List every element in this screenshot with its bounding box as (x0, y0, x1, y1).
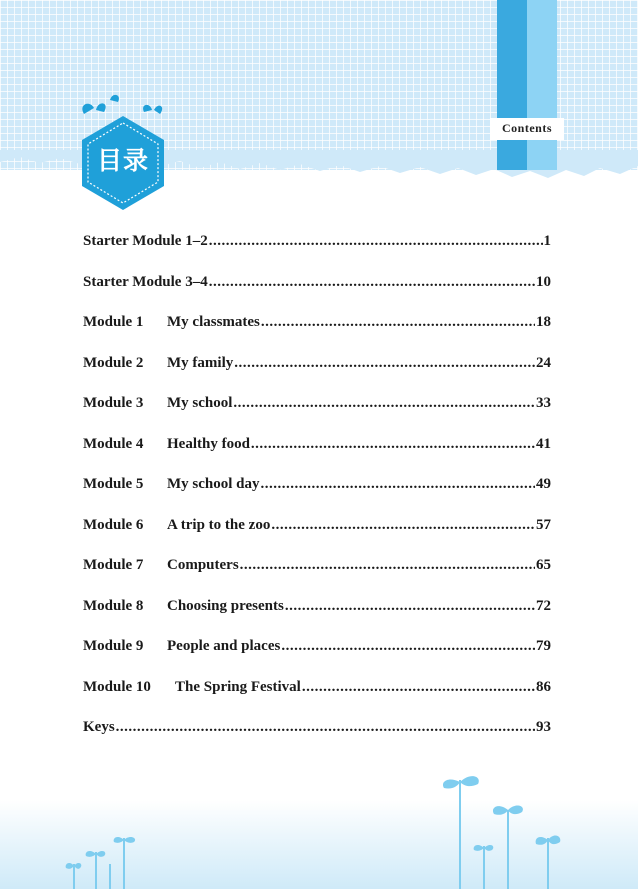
toc-page-number: 72 (536, 597, 551, 614)
toc-title: Healthy food (167, 435, 250, 452)
toc-title: The Spring Festival (175, 678, 301, 695)
toc-leader-dots (116, 719, 535, 736)
toc-title: Computers (167, 557, 239, 573)
toc-module: Module 4 (83, 435, 144, 452)
toc-page-number: 33 (536, 395, 551, 411)
toc-module: Module 10 (83, 678, 151, 695)
toc-title: My school day (167, 476, 260, 492)
toc-entry-module-4[interactable] (83, 436, 551, 477)
toc-leader-dots (233, 395, 535, 412)
toc-entry-module-9[interactable] (83, 638, 551, 679)
toc-leader-dots (234, 355, 535, 372)
toc-leader-dots (209, 274, 535, 291)
toc-page-number: 24 (536, 354, 551, 371)
toc-module: Module 2 (83, 354, 144, 371)
toc-page-number: 1 (543, 233, 551, 249)
toc-leader-dots (251, 436, 535, 453)
toc-leader-dots (281, 638, 535, 655)
toc-leader-dots (240, 557, 535, 574)
contents-label: Contents (501, 121, 552, 135)
toc-page-number: 18 (536, 314, 551, 330)
toc-entry-keys[interactable] (83, 719, 551, 760)
toc-title: Choosing presents (167, 597, 284, 614)
table-of-contents (83, 233, 551, 760)
toc-module: Module 7 (83, 557, 144, 573)
toc-title: My school (167, 395, 233, 411)
toc-heading: 目录 (96, 146, 149, 175)
toc-title: People and places (167, 638, 281, 654)
toc-module: Starter Module 1–2 (83, 233, 208, 249)
toc-page-number: 49 (536, 476, 551, 492)
toc-leader-dots (302, 679, 535, 696)
accent-stripe-light (527, 0, 557, 170)
toc-title: A trip to the zoo (167, 516, 271, 533)
toc-title: My family (167, 354, 234, 371)
toc-leader-dots (261, 476, 535, 493)
toc-page-number: 10 (536, 273, 551, 290)
toc-module: Module 6 (83, 516, 144, 533)
toc-module: Module 8 (83, 597, 144, 614)
toc-leader-dots (285, 598, 535, 615)
toc-leader-dots (209, 233, 543, 250)
toc-leader-dots (261, 314, 535, 331)
toc-page-number: 86 (536, 678, 551, 695)
toc-module: Module 9 (83, 638, 144, 654)
toc-entry-module-3[interactable] (83, 395, 551, 436)
toc-page-number: 79 (536, 638, 551, 654)
toc-page-number: 93 (536, 719, 551, 735)
toc-entry-module-2[interactable] (83, 355, 551, 396)
toc-title: My classmates (167, 314, 260, 330)
toc-page-number: 57 (536, 516, 551, 533)
toc-entry-module-10[interactable] (83, 679, 551, 720)
toc-page-number: 65 (536, 557, 551, 573)
toc-module: Module 3 (83, 395, 144, 411)
toc-entry-starter-3-4[interactable] (83, 274, 551, 315)
toc-entry-module-5[interactable] (83, 476, 551, 517)
sprouts-bottom-icon (0, 760, 638, 889)
toc-entry-module-6[interactable] (83, 517, 551, 558)
toc-page-number: 41 (536, 435, 551, 452)
toc-entry-module-7[interactable] (83, 557, 551, 598)
toc-module: Module 1 (83, 314, 144, 330)
toc-entry-module-8[interactable] (83, 598, 551, 639)
toc-module: Starter Module 3–4 (83, 273, 208, 290)
accent-stripe-dark (497, 0, 527, 170)
toc-entry-starter-1-2[interactable] (83, 233, 551, 274)
toc-module: Keys (83, 719, 115, 735)
toc-module: Module 5 (83, 476, 144, 492)
toc-leader-dots (271, 517, 535, 534)
toc-entry-module-1[interactable] (83, 314, 551, 355)
